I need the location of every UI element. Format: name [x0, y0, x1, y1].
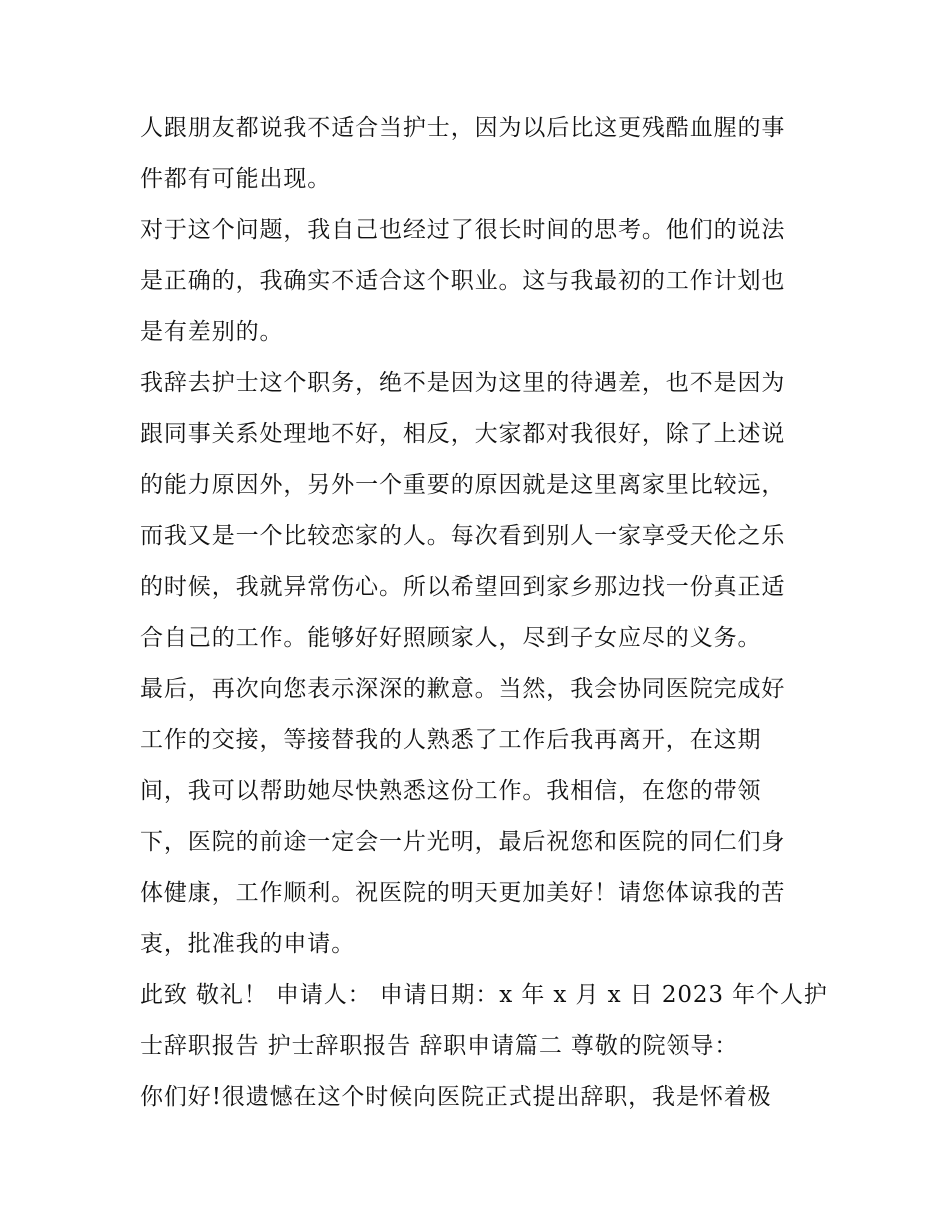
- text-line: 最后，再次向您表示深深的歉意。当然，我会协同医院完成好: [140, 676, 786, 702]
- text-line: 是有差别的。: [140, 319, 284, 345]
- text-line: 我辞去护士这个职务，绝不是因为这里的待遇差，也不是因为: [140, 370, 786, 396]
- text-line: 你们好!很遗憾在这个时候向医院正式提出辞职，我是怀着极: [140, 1084, 772, 1110]
- text-line: 对于这个问题，我自己也经过了很长时间的思考。他们的说法: [140, 217, 786, 243]
- text-line: 合自己的工作。能够好好照顾家人，尽到子女应尽的义务。: [140, 625, 762, 651]
- text-line: 而我又是一个比较恋家的人。每次看到别人一家享受天伦之乐: [140, 523, 786, 549]
- text-line: 人跟朋友都说我不适合当护士，因为以后比这更残酷血腥的事: [140, 115, 786, 141]
- text-line: 间，我可以帮助她尽快熟悉这份工作。我相信，在您的带领: [140, 778, 762, 804]
- text-line: 件都有可能出现。: [140, 166, 332, 192]
- text-line: 的时候，我就异常伤心。所以希望回到家乡那边找一份真正适: [140, 574, 786, 600]
- text-line: 跟同事关系处理地不好，相反，大家都对我很好，除了上述说: [140, 421, 786, 447]
- text-line: 是正确的，我确实不适合这个职业。这与我最初的工作计划也: [140, 268, 786, 294]
- text-line: 衷，批准我的申请。: [140, 931, 356, 957]
- text-line: 体健康，工作顺利。祝医院的明天更加美好！请您体谅我的苦: [140, 880, 786, 906]
- text-line: 工作的交接，等接替我的人熟悉了工作后我再离开，在这期: [140, 727, 762, 753]
- document-body: [140, 103, 828, 1123]
- text-line: 此致 敬礼！ 申请人： 申请日期：x 年 x 月 x 日 2023 年个人护: [140, 982, 828, 1008]
- text-line: 士辞职报告 护士辞职报告 辞职申请篇二 尊敬的院领导：: [140, 1033, 739, 1059]
- text-line: 的能力原因外，另外一个重要的原因就是这里离家里比较远，: [140, 472, 786, 498]
- text-line: 下，医院的前途一定会一片光明，最后祝您和医院的同仁们身: [140, 829, 786, 855]
